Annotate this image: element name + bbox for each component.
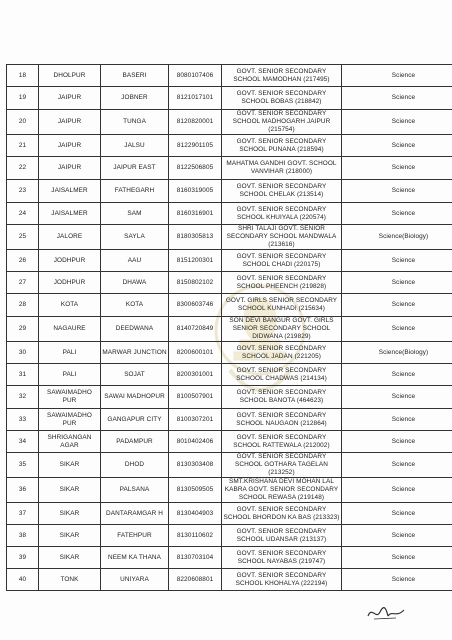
cell-block: SAWAI MADHOPUR: [101, 386, 169, 409]
cell-stream: Science: [342, 547, 452, 569]
table-row: [7, 294, 452, 317]
cell-district: JAIPUR: [39, 157, 101, 180]
cell-sn: 26: [7, 250, 39, 272]
cell-block: JOBNER: [101, 87, 169, 110]
cell-district: SIKAR: [39, 453, 101, 478]
table-row: [7, 87, 452, 110]
cell-block: SOJAT: [101, 364, 169, 386]
cell-stream: Science: [342, 272, 452, 294]
cell-sn: 36: [7, 478, 39, 503]
cell-district: SIKAR: [39, 547, 101, 569]
cell-stream: Science(Biology): [342, 342, 452, 364]
cell-school: GOVT. SENIOR SECONDARY SCHOOL GOTHARA TAGELAN (213252): [222, 453, 342, 478]
cell-block: TUNGA: [101, 110, 169, 135]
cell-stream: Science: [342, 453, 452, 478]
cell-district: KOTA: [39, 294, 101, 317]
cell-school: SHRI TALAJI GOVT. SENIOR SECONDARY SCHOOL MANDWALA (213616): [222, 225, 342, 250]
cell-sn: 29: [7, 317, 39, 342]
cell-district: SIKAR: [39, 503, 101, 525]
cell-block: SAM: [101, 203, 169, 225]
table-row: [7, 409, 452, 431]
cell-school: GOVT. SENIOR SECONDARY SCHOOL CHADWAS (214134): [222, 364, 342, 386]
cell-sn: 22: [7, 157, 39, 180]
cell-stream: Science: [342, 87, 452, 110]
cell-block: JAIPUR EAST: [101, 157, 169, 180]
cell-district: PALI: [39, 364, 101, 386]
cell-code: 8122506805: [169, 157, 222, 180]
cell-school: GOVT. SENIOR SECONDARY SCHOOL JADAN (221205): [222, 342, 342, 364]
cell-stream: Science: [342, 250, 452, 272]
cell-stream: Science: [342, 110, 452, 135]
table-row: [7, 65, 452, 87]
cell-stream: Science: [342, 364, 452, 386]
table-row: [7, 503, 452, 525]
cell-school: GOVT. SENIOR SECONDARY SCHOOL KHUIYALA (220574): [222, 203, 342, 225]
cell-code: 8122901105: [169, 135, 222, 157]
table-row: [7, 431, 452, 453]
cell-sn: 37: [7, 503, 39, 525]
cell-stream: Science: [342, 317, 452, 342]
cell-code: 8120820001: [169, 110, 222, 135]
cell-district: JAIPUR: [39, 135, 101, 157]
cell-sn: 23: [7, 180, 39, 203]
cell-sn: 20: [7, 110, 39, 135]
cell-code: 8130509505: [169, 478, 222, 503]
table-row: [7, 180, 452, 203]
cell-school: GOVT. SENIOR SECONDARY SCHOOL CHELAK (213514): [222, 180, 342, 203]
cell-code: 8220608801: [169, 569, 222, 591]
cell-district: SAWAIMADHO PUR: [39, 409, 101, 431]
cell-district: JALORE: [39, 225, 101, 250]
cell-sn: 18: [7, 65, 39, 87]
cell-stream: Science: [342, 478, 452, 503]
cell-district: TONK: [39, 569, 101, 591]
cell-block: DEEDWANA: [101, 317, 169, 342]
cell-school: GOVT. SENIOR SECONDARY SCHOOL BANOTA (464623): [222, 386, 342, 409]
cell-block: FATHEGARH: [101, 180, 169, 203]
cell-school: GOVT. SENIOR SECONDARY SCHOOL BHORDON KA BAS (213323): [222, 503, 342, 525]
cell-sn: 33: [7, 409, 39, 431]
cell-school: GOVT. SENIOR SECONDARY SCHOOL NAYABAS (219747): [222, 547, 342, 569]
cell-sn: 28: [7, 294, 39, 317]
cell-block: DHAWA: [101, 272, 169, 294]
table-row: [7, 135, 452, 157]
cell-school: GOVT. SENIOR SECONDARY SCHOOL MAMODHAN (217495): [222, 65, 342, 87]
cell-code: 8160319005: [169, 180, 222, 203]
cell-code: 8130703104: [169, 547, 222, 569]
cell-sn: 19: [7, 87, 39, 110]
cell-school: GOVT. SENIOR SECONDARY SCHOOL BOBAS (218842): [222, 87, 342, 110]
cell-code: 8140720849: [169, 317, 222, 342]
cell-stream: Science: [342, 386, 452, 409]
cell-code: 8300603746: [169, 294, 222, 317]
cell-block: MARWAR JUNCTION: [101, 342, 169, 364]
table-row: [7, 272, 452, 294]
cell-school: GOVT. SENIOR SECONDARY SCHOOL RATTEWALA (212002): [222, 431, 342, 453]
cell-school: GOVT. GIRLS SENIOR SECONDARY SCHOOL KUNHADI (215634): [222, 294, 342, 317]
cell-sn: 21: [7, 135, 39, 157]
table-row: [7, 342, 452, 364]
cell-stream: Science: [342, 65, 452, 87]
cell-district: PALI: [39, 342, 101, 364]
cell-district: SIKAR: [39, 525, 101, 547]
table-row: [7, 110, 452, 135]
cell-district: JAIPUR: [39, 110, 101, 135]
cell-school: MAHATMA GANDHI GOVT. SCHOOL VANVIHAR (218000): [222, 157, 342, 180]
cell-school: GOVT. SENIOR SECONDARY SCHOOL KHOHALYA (222194): [222, 569, 342, 591]
table-row: [7, 157, 452, 180]
school-list-table: [6, 64, 452, 591]
cell-code: 8150802102: [169, 272, 222, 294]
cell-school: GOVT. SENIOR SECONDARY SCHOOL MADHOGARH JAIPUR (215754): [222, 110, 342, 135]
cell-sn: 31: [7, 364, 39, 386]
table-row: [7, 364, 452, 386]
cell-stream: Science: [342, 431, 452, 453]
table-row: [7, 453, 452, 478]
cell-school: SMT.KRISHANA DEVI MOHAN LAL KABRA GOVT. SENIOR SECONDARY SCHOOL REWASA (219148): [222, 478, 342, 503]
cell-sn: 38: [7, 525, 39, 547]
table-row: [7, 547, 452, 569]
cell-stream: Science: [342, 157, 452, 180]
cell-stream: Science: [342, 203, 452, 225]
cell-sn: 35: [7, 453, 39, 478]
cell-block: UNIYARA: [101, 569, 169, 591]
cell-code: 8080107406: [169, 65, 222, 87]
cell-code: 8180305813: [169, 225, 222, 250]
table-row: [7, 317, 452, 342]
cell-district: SAWAIMADHO PUR: [39, 386, 101, 409]
table-row: [7, 569, 452, 591]
cell-code: 8130404903: [169, 503, 222, 525]
cell-block: DHOD: [101, 453, 169, 478]
cell-code: 8010402406: [169, 431, 222, 453]
cell-sn: 40: [7, 569, 39, 591]
cell-code: 8100507901: [169, 386, 222, 409]
cell-school: GOVT. SENIOR SECONDARY SCHOOL PUNANA (218594): [222, 135, 342, 157]
cell-school: GOVT. SENIOR SECONDARY SCHOOL PHEENCH (219828): [222, 272, 342, 294]
cell-district: JAISALMER: [39, 180, 101, 203]
table-row: [7, 525, 452, 547]
cell-block: BASERI: [101, 65, 169, 87]
cell-block: SAYLA: [101, 225, 169, 250]
cell-school: GOVT. SENIOR SECONDARY SCHOOL NAUGAON (212864): [222, 409, 342, 431]
cell-code: 8151200301: [169, 250, 222, 272]
cell-district: DHOLPUR: [39, 65, 101, 87]
cell-school: GOVT. SENIOR SECONDARY SCHOOL CHADI (220175): [222, 250, 342, 272]
table-row: [7, 203, 452, 225]
cell-code: 8130303408: [169, 453, 222, 478]
cell-stream: Science: [342, 569, 452, 591]
cell-district: SIKAR: [39, 478, 101, 503]
signature: [366, 604, 406, 622]
cell-block: JALSU: [101, 135, 169, 157]
cell-block: DANTARAMGAR H: [101, 503, 169, 525]
cell-district: JAISALMER: [39, 203, 101, 225]
cell-district: JAIPUR: [39, 87, 101, 110]
cell-stream: Science: [342, 503, 452, 525]
cell-block: AAU: [101, 250, 169, 272]
table-row: [7, 478, 452, 503]
cell-block: KOTA: [101, 294, 169, 317]
cell-sn: 24: [7, 203, 39, 225]
cell-stream: Science: [342, 135, 452, 157]
table-row: [7, 386, 452, 409]
cell-sn: 30: [7, 342, 39, 364]
table-row: [7, 250, 452, 272]
cell-sn: 25: [7, 225, 39, 250]
cell-stream: Science(Biology): [342, 225, 452, 250]
cell-school: SON DEVI BANGUR GOVT. GIRLS SENIOR SECONDARY SCHOOL DIDWANA (219829): [222, 317, 342, 342]
cell-code: 8121017101: [169, 87, 222, 110]
cell-school: GOVT. SENIOR SECONDARY SCHOOL UDANSAR (213137): [222, 525, 342, 547]
cell-code: 8100307201: [169, 409, 222, 431]
cell-block: PADAMPUR: [101, 431, 169, 453]
table-row: [7, 225, 452, 250]
cell-code: 8200301001: [169, 364, 222, 386]
cell-block: FATEHPUR: [101, 525, 169, 547]
cell-stream: Science: [342, 525, 452, 547]
cell-sn: 39: [7, 547, 39, 569]
cell-sn: 32: [7, 386, 39, 409]
cell-block: GANGAPUR CITY: [101, 409, 169, 431]
cell-stream: Science: [342, 294, 452, 317]
cell-block: NEEM KA THANA: [101, 547, 169, 569]
cell-district: SHRIGANGAN AGAR: [39, 431, 101, 453]
cell-code: 8160316901: [169, 203, 222, 225]
cell-code: 8200600101: [169, 342, 222, 364]
cell-district: JODHPUR: [39, 250, 101, 272]
cell-district: NAGAURE: [39, 317, 101, 342]
cell-stream: Science: [342, 409, 452, 431]
cell-sn: 34: [7, 431, 39, 453]
cell-sn: 27: [7, 272, 39, 294]
cell-stream: Science: [342, 180, 452, 203]
cell-district: JODHPUR: [39, 272, 101, 294]
cell-block: PALSANA: [101, 478, 169, 503]
cell-code: 8130110602: [169, 525, 222, 547]
